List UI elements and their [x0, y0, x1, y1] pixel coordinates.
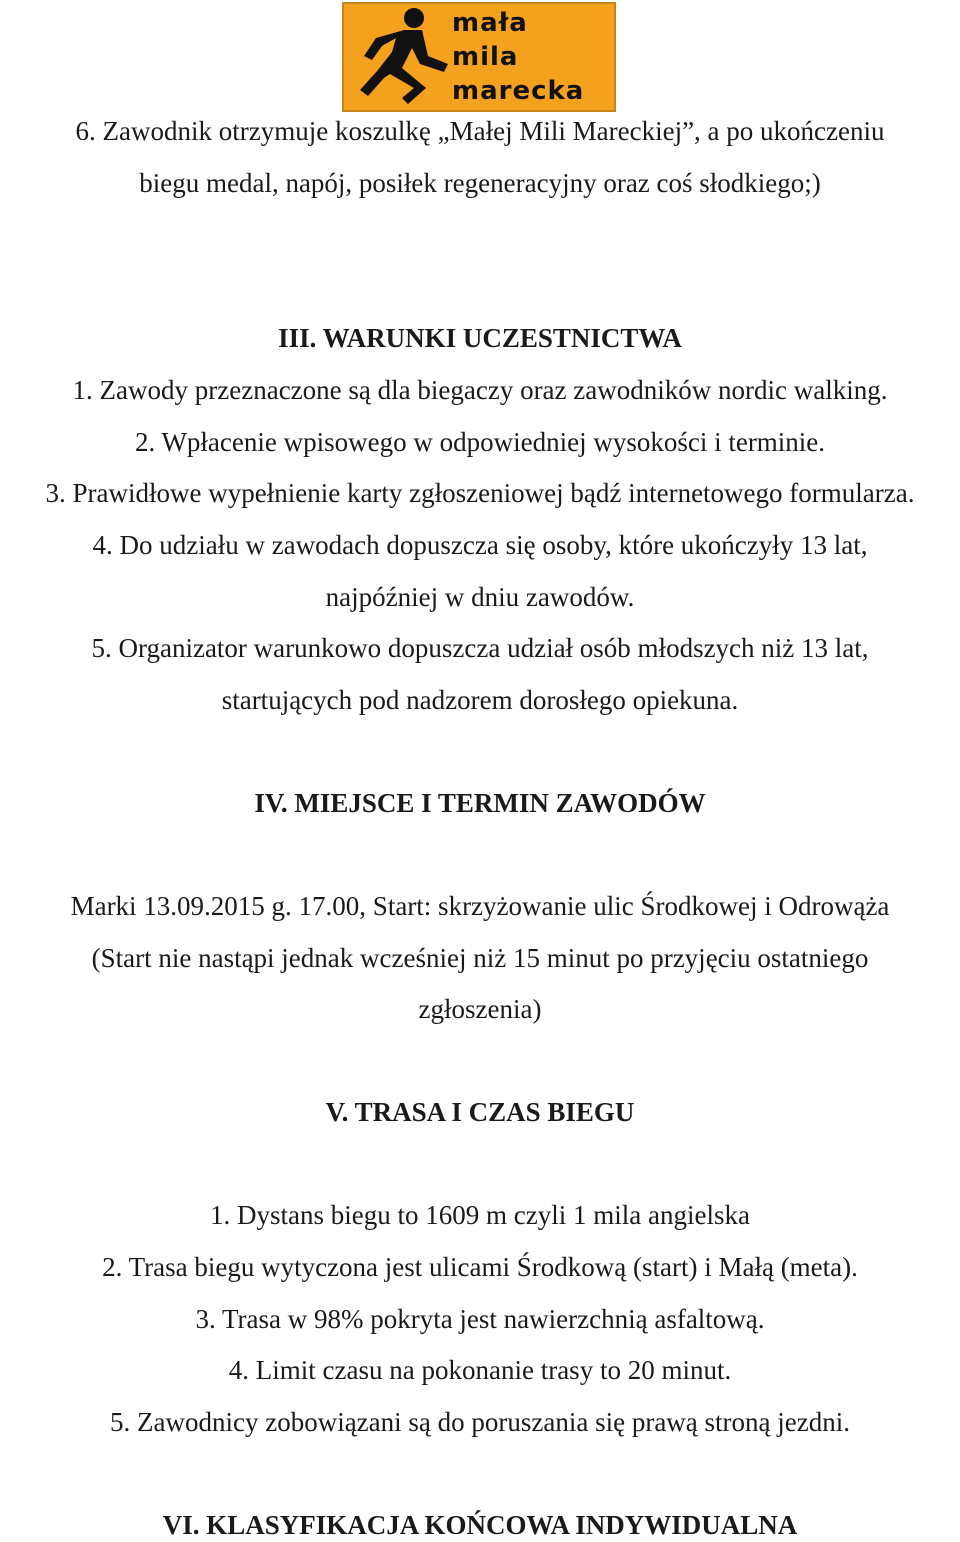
section3-item-5-cont: startujących pod nadzorem dorosłego opiekuna.: [221, 685, 739, 715]
logo-text-line2: mila: [452, 42, 519, 72]
section5-item-1: 1. Dystans biegu to 1609 m czyli 1 mila angielska: [210, 1200, 750, 1230]
section5-item-4: 4. Limit czasu na pokonanie trasy to 20 minut.: [228, 1355, 732, 1385]
section5-item-3: 3. Trasa w 98% pokryta jest nawierzchnią asfaltową.: [195, 1304, 765, 1334]
section5-heading: V. TRASA I CZAS BIEGU: [325, 1097, 635, 1127]
section4-heading: IV. MIEJSCE I TERMIN ZAWODÓW: [254, 788, 706, 818]
section6-heading: VI. KLASYFIKACJA KOŃCOWA INDYWIDUALNA: [162, 1510, 798, 1540]
section4-line1: Marki 13.09.2015 g. 17.00, Start: skrzyżowanie ulic Środkowej i Odrowąża: [70, 891, 890, 921]
section3-heading: III. WARUNKI UCZESTNICTWA: [278, 323, 682, 353]
section5-item-5: 5. Zawodnicy zobowiązani są do poruszania się prawą stroną jezdni.: [110, 1407, 850, 1437]
section3-item-3: 3. Prawidłowe wypełnienie karty zgłoszeniowej bądź internetowego formularza.: [45, 478, 915, 508]
logo-text-line1: mała: [452, 8, 528, 38]
section3-item-4: 4. Do udziału w zawodach dopuszcza się osoby, które ukończyły 13 lat,: [92, 530, 868, 560]
logo: [342, 2, 616, 112]
point6-line2: biegu medal, napój, posiłek regeneracyjny oraz coś słodkiego;): [139, 168, 821, 198]
section3-item-2: 2. Wpłacenie wpisowego w odpowiedniej wysokości i terminie.: [134, 427, 826, 457]
section4-line2: (Start nie nastąpi jednak wcześniej niż 15 minut po przyjęciu ostatniego: [91, 943, 869, 973]
logo-text-line3: marecka: [452, 76, 585, 106]
section3-item-1: 1. Zawody przeznaczone są dla biegaczy oraz zawodników nordic walking.: [72, 375, 888, 405]
section3-item-4-cont: najpóźniej w dniu zawodów.: [325, 582, 635, 612]
section5-item-2: 2. Trasa biegu wytyczona jest ulicami Środkową (start) i Małą (meta).: [102, 1252, 858, 1282]
section3-item-5: 5. Organizator warunkowo dopuszcza udział osób młodszych niż 13 lat,: [91, 633, 869, 663]
section4-line3: zgłoszenia): [418, 994, 542, 1024]
point6-line1: 6. Zawodnik otrzymuje koszulkę „Małej Mili Mareckiej”, a po ukończeniu: [75, 116, 885, 146]
